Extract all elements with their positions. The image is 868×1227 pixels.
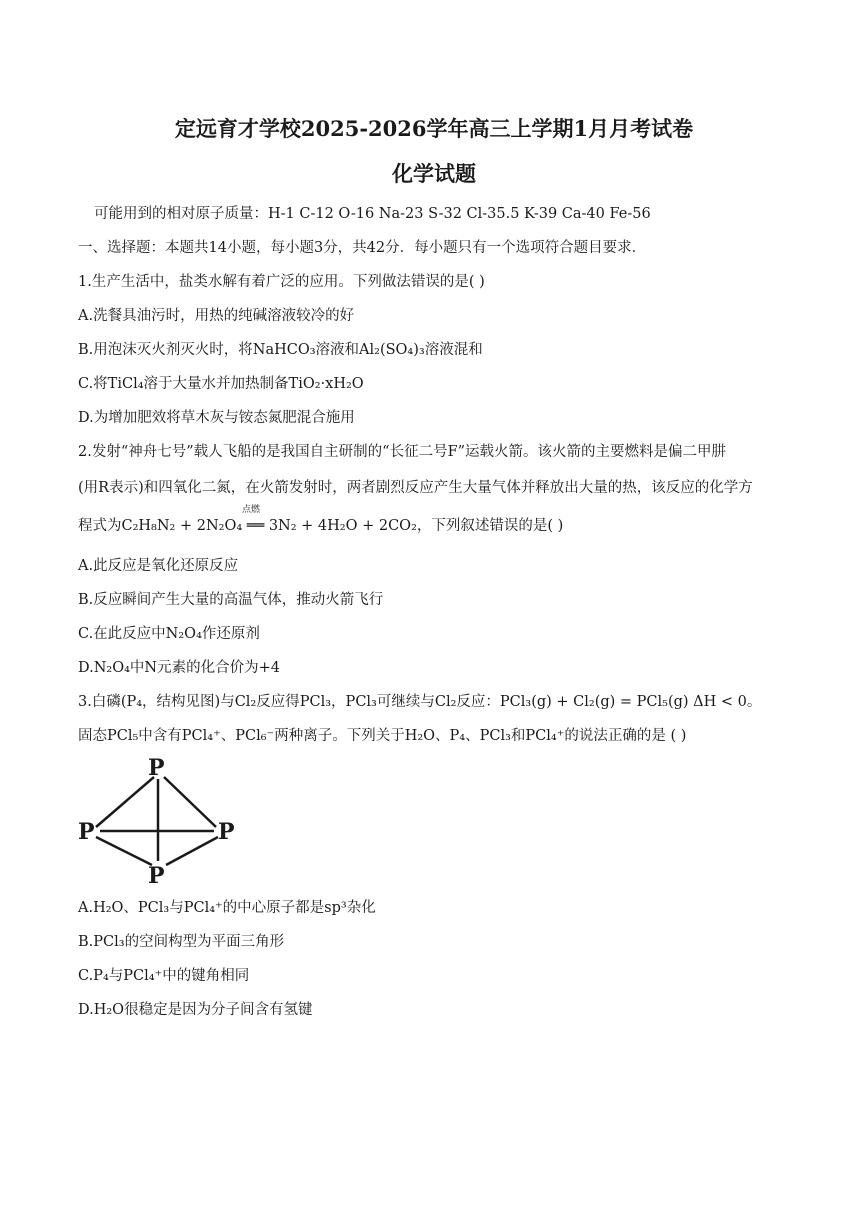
atomic-masses-note: 可能用到的相对原子质量：H-1 C-12 O-16 Na-23 S-32 Cl-35.5 K-39 Ca-40 Fe-56 [94, 206, 651, 222]
question-1-option-c: C.将TiCl₄溶于大量水并加热制备TiO₂·xH₂O [78, 376, 364, 392]
question-2-option-d: D.N₂O₄中N元素的化合价为+4 [78, 660, 280, 676]
section-heading: 一、选择题：本题共14小题，每小题3分，共42分．每小题只有一个选项符合题目要求． [78, 240, 647, 256]
question-3-option-d: D.H₂O很稳定是因为分子间含有氢键 [78, 1002, 313, 1018]
question-3-option-b: B.PCl₃的空间构型为平面三角形 [78, 934, 285, 950]
question-1-option-b: B.用泡沫灭火剂灭火时，将NaHCO₃溶液和Al₂(SO₄)₃溶液混和 [78, 342, 483, 358]
question-3-option-a: A.H₂O、PCl₃与PCl₄⁺的中心原子都是sp³杂化 [78, 900, 376, 916]
question-2-stem-line2: (用R表示)和四氧化二氮，在火箭发射时，两者剧烈反应产生大量气体并释放出大量的热，该反应的化学方 [78, 480, 753, 496]
bond-right-bottom [166, 837, 218, 865]
question-2-option-a: A.此反应是氧化还原反应 [78, 558, 239, 574]
question-2-option-b: B.反应瞬间产生大量的高温气体，推动火箭飞行 [78, 592, 384, 608]
question-3-stem-line1: 3.白磷(P₄，结构见图)与Cl₂反应得PCl₃，PCl₃可继续与Cl₂反应：PCl₃(g) + Cl₂(g) = PCl₅(g) ΔH < 0。 [78, 694, 762, 710]
question-1-option-a: A.洗餐具油污时，用热的纯碱溶液较冷的好 [78, 308, 355, 324]
exam-title: 定远育才学校2025-2026学年高三上学期1月月考试卷 [174, 116, 694, 141]
atom-p-left: P [78, 819, 95, 845]
atom-p-top: P [148, 755, 165, 781]
question-2-stem-line1: 2.发射“神舟七号”载人飞船的是我国自主研制的“长征二号F”运载火箭。该火箭的主要燃料是偏二甲肼 [78, 444, 727, 460]
exam-subtitle: 化学试题 [392, 161, 476, 186]
atom-p-bottom: P [148, 863, 165, 887]
p4-structure-diagram [78, 755, 248, 887]
reaction-condition: 点燃 [242, 505, 261, 515]
question-3-stem-line2: 固态PCl₅中含有PCl₄⁺、PCl₆⁻两种离子。下列关于H₂O、P₄、PCl₃和PCl₄⁺的说法正确的是 ( ) [78, 728, 687, 744]
question-2-stem-line3: 程式为C₂H₈N₂ + 2N₂O₄ ══ 3N₂ + 4H₂O + 2CO₂，下列叙述错误的是( ) [78, 518, 564, 534]
question-1-option-d: D.为增加肥效将草木灰与铵态氮肥混合施用 [78, 410, 355, 426]
bond-top-right [164, 777, 216, 827]
question-2-option-c: C.在此反应中N₂O₄作还原剂 [78, 626, 260, 642]
bond-top-left [96, 777, 154, 827]
question-1-stem: 1.生产生活中，盐类水解有着广泛的应用。下列做法错误的是( ) [78, 274, 485, 290]
atom-p-right: P [218, 819, 235, 845]
bond-left-bottom [96, 837, 152, 865]
question-3-option-c: C.P₄与PCl₄⁺中的键角相同 [78, 968, 250, 984]
